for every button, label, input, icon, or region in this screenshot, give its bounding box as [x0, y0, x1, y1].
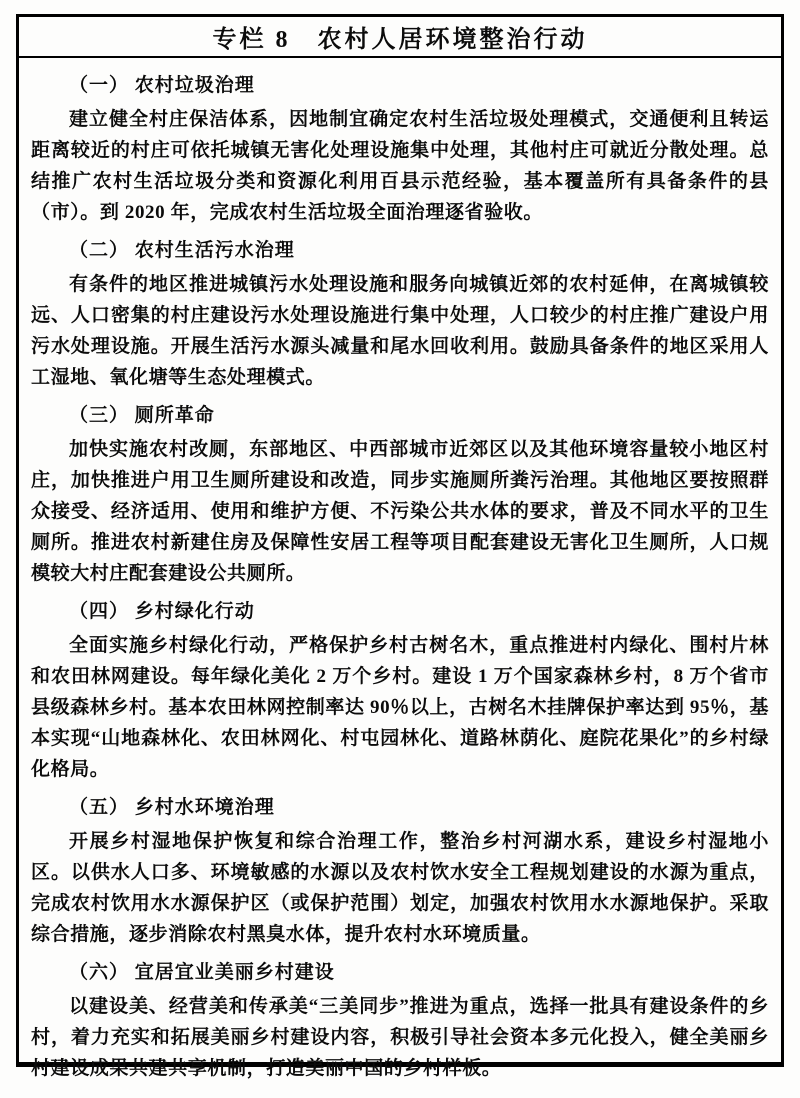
- section-heading-1: （一） 农村垃圾治理: [69, 75, 255, 96]
- section-paragraph-1: 建立健全村庄保洁体系，因地制宜确定农村生活垃圾处理模式，交通便利且转运距离较近的村庄可依托城镇无害化处理设施集中处理，其他村庄可就近分散处理。总结推广农村生活垃圾分类和资源化利用百县示范经验，基本覆盖所有具备条件的县（市）。到 2020 年，完成农村生活垃圾全面治理逐省验收。: [31, 109, 769, 223]
- section-heading-3: （三） 厕所革命: [69, 405, 215, 426]
- section-paragraph-4: 全面实施乡村绿化行动，严格保护乡村古树名木，重点推进村内绿化、围村片林和农田林网建设。每年绿化美化 2 万个乡村。建设 1 万个国家森林乡村，8 万个省市县级森林乡村。基本农田林网控制率达 90％以上，古树名木挂牌保护率达到 95％，基本实现“山地森林化、农田林网化、村屯园林化、道路林荫化、庭院花果化”的乡村绿化格局。: [31, 635, 769, 780]
- section-paragraph-5: 开展乡村湿地保护恢复和综合治理工作，整治乡村河湖水系，建设乡村湿地小区。以供水人口多、环境敏感的水源以及农村饮水安全工程规划建设的水源为重点，完成农村饮用水水源保护区（或保护范围）划定，加强农村饮用水水源地保护。采取综合措施，逐步消除农村黑臭水体，提升农村水环境质量。: [31, 831, 769, 945]
- panel-body: [19, 58, 781, 1084]
- section-heading-5: （五） 乡村水环境治理: [69, 797, 275, 818]
- column-panel: [16, 14, 784, 1079]
- section-paragraph-3: 加快实施农村改厕，东部地区、中西部城市近郊区以及其他环境容量较小地区村庄，加快推进户用卫生厕所建设和改造，同步实施厕所粪污治理。其他地区要按照群众接受、经济适用、使用和维护方便、不污染公共水体的要求，普及不同水平的卫生厕所。推进农村新建住房及保障性安居工程等项目配套建设无害化卫生厕所，人口规模较大村庄配套建设公共厕所。: [31, 439, 769, 584]
- section-heading-6: （六） 宜居宜业美丽乡村建设: [69, 962, 335, 983]
- section-paragraph-2: 有条件的地区推进城镇污水处理设施和服务向城镇近郊的农村延伸，在离城镇较远、人口密集的村庄建设污水处理设施进行集中处理，人口较少的村庄推广建设户用污水处理设施。开展生活污水源头减量和尾水回收利用。鼓励具备条件的地区采用人工湿地、氧化塘等生态处理模式。: [31, 274, 769, 388]
- section-paragraph-6: 以建设美、经营美和传承美“三美同步”推进为重点，选择一批具有建设条件的乡村，着力充实和拓展美丽乡村建设内容，积极引导社会资本多元化投入，健全美丽乡村建设成果共建共享机制，打造美丽中国的乡村样板。: [31, 996, 769, 1079]
- section-heading-4: （四） 乡村绿化行动: [69, 601, 255, 622]
- panel-title: 专栏 8 农村人居环境整治行动: [19, 17, 781, 58]
- section-heading-2: （二） 农村生活污水治理: [69, 240, 295, 261]
